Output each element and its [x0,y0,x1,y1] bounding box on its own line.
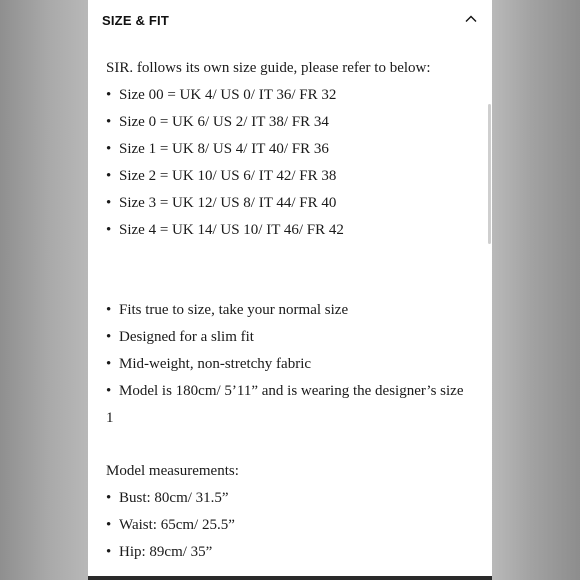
background-right [492,0,580,580]
measurement-item: • Hip: 89cm/ 35” [106,544,213,560]
chevron-up-icon[interactable] [464,12,478,26]
intro-text: SIR. follows its own size guide, please refer to below: [106,60,431,76]
scrollbar[interactable] [488,104,491,244]
measurement-item: • Bust: 80cm/ 31.5” [106,490,229,506]
measurement-item: • Waist: 65cm/ 25.5” [106,517,235,533]
measurements-heading: Model measurements: [106,463,239,479]
size-guide-item: • Size 2 = UK 10/ US 6/ IT 42/ FR 38 [106,168,337,184]
fit-note-item: • Fits true to size, take your normal size [106,302,349,318]
size-guide-item: • Size 1 = UK 8/ US 4/ IT 40/ FR 36 [106,141,329,157]
size-guide-item: • Size 00 = UK 4/ US 0/ IT 36/ FR 32 [106,87,337,103]
size-guide-item: • Size 0 = UK 6/ US 2/ IT 38/ FR 34 [106,114,329,130]
background-left [0,0,88,580]
fit-note-item: • Designed for a slim fit [106,329,254,345]
bottom-edge [88,576,492,580]
accordion-header[interactable] [102,0,478,44]
fit-note-item: • Model is 180cm/ 5’11” and is wearing the designer’s size [106,383,464,399]
fit-note-continuation: 1 [106,410,114,426]
fit-note-item: • Mid-weight, non-stretchy fabric [106,356,312,372]
size-fit-panel [88,0,492,576]
size-guide-item: • Size 4 = UK 14/ US 10/ IT 46/ FR 42 [106,222,344,238]
size-guide-item: • Size 3 = UK 12/ US 8/ IT 44/ FR 40 [106,195,337,211]
section-title: SIZE & FIT [102,13,169,28]
